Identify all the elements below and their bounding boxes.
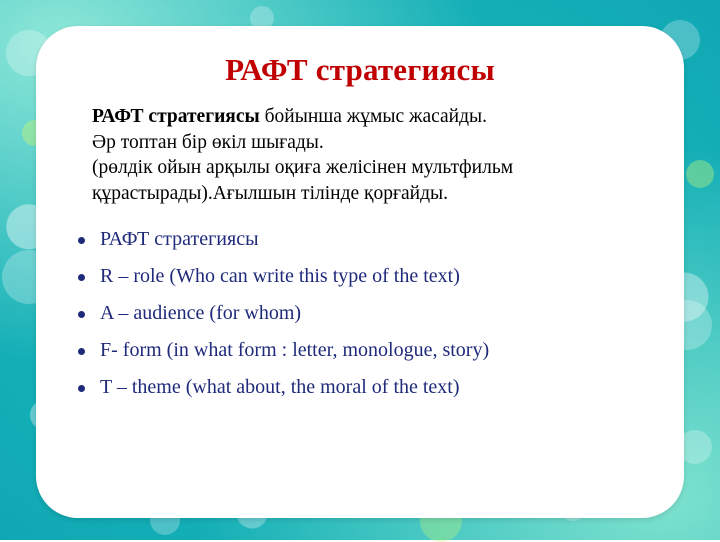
list-item: T – theme (what about, the moral of the text): [70, 377, 664, 397]
list-item: R – role (Who can write this type of the text): [70, 266, 664, 286]
list-item: F- form (in what form : letter, monologue, story): [70, 340, 664, 360]
list-item: РАФТ стратегиясы: [70, 229, 664, 249]
bullet-list: [36, 229, 684, 397]
content-card: [36, 26, 684, 518]
intro-line-2: Әр топтан бір өкіл шығады.: [92, 131, 324, 153]
page-title: РАФТ стратегиясы: [225, 52, 495, 87]
intro-line-1-rest: бойынша жұмыс жасайды.: [259, 106, 488, 127]
intro-line-4: құрастырады).Ағылшын тілінде қорғайды.: [92, 183, 448, 205]
intro-lead: РАФТ стратегиясы: [92, 106, 260, 127]
intro-line-1: [92, 104, 660, 130]
intro-line-3: (рөлдік ойын арқылы оқиға желісінен мультфильм: [92, 157, 514, 179]
bubble-icon: [686, 160, 714, 188]
list-item: A – audience (for whom): [70, 303, 664, 323]
intro-paragraph: [36, 104, 684, 207]
